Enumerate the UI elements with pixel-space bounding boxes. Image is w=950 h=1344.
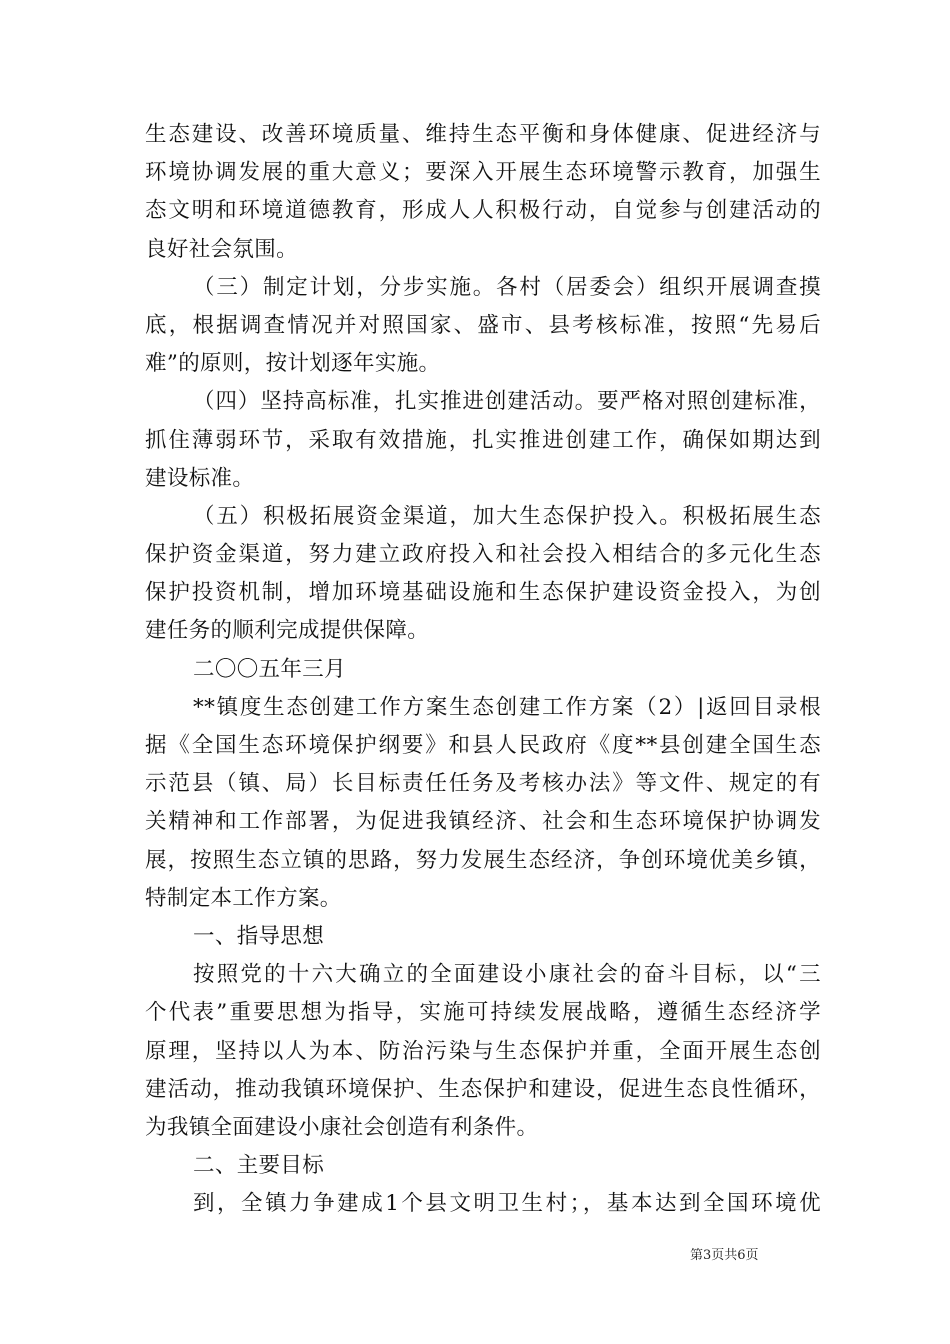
text-line: 保护投资机制，增加环境基础设施和生态保护建设资金投入，为创	[145, 580, 821, 606]
page-number: 第3页共6页	[690, 1248, 759, 1263]
text-line: 环境协调发展的重大意义；要深入开展生态环境警示教育，加强生	[145, 160, 821, 186]
text-line: 建设标准。	[145, 465, 255, 491]
text-line: 按照党的十六大确立的全面建设小康社会的奋斗目标，以“三	[193, 962, 821, 988]
text-line: 态文明和环境道德教育，形成人人积极行动，自觉参与创建活动的	[145, 198, 821, 224]
section-heading: 一、指导思想	[193, 923, 325, 949]
text-line: 示范县（镇、局）长目标责任任务及考核办法》等文件、规定的有	[145, 771, 821, 797]
text-line: 建活动，推动我镇环境保护、生态保护和建设，促进生态良性循环，	[145, 1076, 821, 1102]
document-body	[145, 116, 821, 1223]
section-heading: 二、主要目标	[193, 1153, 325, 1179]
text-line: 底，根据调查情况并对照国家、盛市、县考核标准，按照“先易后	[145, 312, 821, 338]
text-line: （四）坚持高标准，扎实推进创建活动。要严格对照创建标准，	[193, 389, 821, 415]
text-line: 特制定本工作方案。	[145, 885, 342, 911]
text-line: 良好社会氛围。	[145, 236, 298, 262]
text-line: 个代表”重要思想为指导，实施可持续发展战略，遵循生态经济学	[145, 1000, 821, 1026]
text-line: 生态建设、改善环境质量、维持生态平衡和身体健康、促进经济与	[145, 122, 821, 147]
text-line: 为我镇全面建设小康社会创造有利条件。	[145, 1114, 539, 1140]
text-line: 到，全镇力争建成1个县文明卫生村；，基本达到全国环境优	[193, 1191, 821, 1217]
text-line: 据《全国生态环境保护纲要》和县人民政府《度**县创建全国生态	[145, 733, 821, 758]
text-line: 保护资金渠道，努力建立政府投入和社会投入相结合的多元化生态	[145, 542, 821, 568]
text-line: 关精神和工作部署，为促进我镇经济、社会和生态环境保护协调发	[145, 809, 821, 835]
date-line: 二〇〇五年三月	[193, 656, 346, 682]
text-line: （五）积极拓展资金渠道，加大生态保护投入。积极拓展生态	[193, 503, 821, 529]
text-line: （三）制定计划，分步实施。各村（居委会）组织开展调查摸	[193, 274, 821, 300]
text-line: 原理，坚持以人为本、防治污染与生态保护并重，全面开展生态创	[145, 1038, 821, 1064]
text-line: 难”的原则，按计划逐年实施。	[145, 351, 441, 377]
text-line: **镇度生态创建工作方案生态创建工作方案（2）|返回目录根	[193, 694, 821, 720]
text-line: 抓住薄弱环节，采取有效措施，扎实推进创建工作，确保如期达到	[145, 427, 821, 453]
text-line: 展，按照生态立镇的思路，努力发展生态经济，争创环境优美乡镇，	[145, 847, 821, 873]
text-line: 建任务的顺利完成提供保障。	[145, 618, 430, 644]
